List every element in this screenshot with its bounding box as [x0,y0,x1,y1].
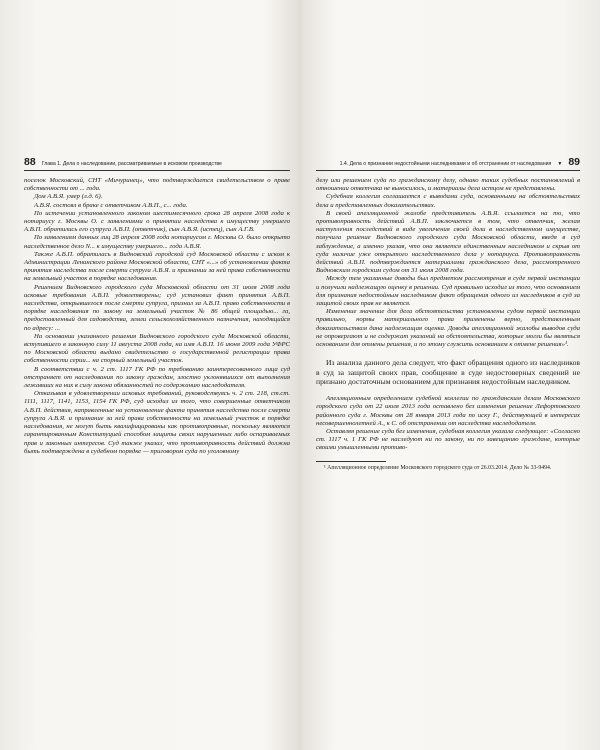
quoted-paragraph: делу или решением суда по гражданскому делу, однако таких судебных постановлений в отношении ответчика не выносилось, и материалы дела истцом не представлены. [316,177,580,193]
quoted-paragraph: Судебная коллегия соглашается с выводами суда, основанными на обстоятельствах дела и представленных доказательствах. [316,193,580,209]
page-number: 88 [24,156,36,168]
quoted-paragraph: Изменение значение для дела обстоятельства установлены судом первой инстанции правильно, нормы материального права применены верно, представленным доказательствам дана надлежащая оценка. Доводы апелляционной жалобы выводов суда не опровергают и не содержат указаний на обстоятельства, которые могли бы являться основанием для отмены решения, и по этому служить основанием к отмене решения»¹. [316,308,580,349]
quoted-paragraph: В своей апелляционной жалобе представитель А.В.Я. ссылается на то, что противоправность действий А.В.П. заключается в том, что ответчик, желая наступления последствий в виде увеличения своей доли в наследственном имуществе, получила решение Видновского городского суда Московской области, введя в суд заблуждение, а именно указав, что она является единственным наследником и скрыв от суда наличие уже открытого наследственного дела у нотариуса. Противоправность действий А.В.П. подтверждается материалами гражданского дела, рассмотренного Видновским городским судом от 31 июля 2008 года. [316,209,580,275]
page-number: 89 [568,156,580,168]
body-paragraph: Из анализа данного дела следует, что факт обращения одного из наследников в суд за защитой своих прав, сообщение в суде недостоверных сведений не признано достаточным основанием для признания недостойным наследником. [316,358,580,386]
quoted-paragraph: Решением Видновского городского суда Московской области от 31 июля 2008 года исковые требования А.В.П. удовлетворены; суд установил факт принятия А.В.П. наследства, открывшегося после смерти супруга, признал за А.В.П. право собственности в порядке наследования по закону на земельный участок № 86 общей площадью... га, предоставленный для садоводства, земли сельскохозяйственного назначения, находящийся по адресу: ... [24,283,290,332]
quoted-paragraph: По истечении установленного законом шестимесячного срока 28 апреля 2008 года к нотариусу г. Москвы О. с заявлениями о принятии наследства к имуществу умершего А.В.П. обратились его супруга А.В.П. (ответчик), сын А.В.Я. (истец), сын А.Г.В. [24,209,290,234]
quoted-paragraph: Также А.В.П. обратилась в Видновский городской суд Московской области с иском к Администрации Ленинского района Московской области, СНТ «...» об установлении факта принятия наследства после смерти супруга А.В.Я. и признании за ней права собственности на земельный участок в порядке наследования. [24,250,290,283]
quoted-paragraph: Оставляя решение суда без изменения, судебная коллегия указала следующее: «Согласно ст. 1117 ч. 1 ГК РФ не наследуют ни по закону, ни по завещанию граждане, которые своими умышленными противо- [316,427,580,452]
running-header-left [24,156,290,171]
quoted-paragraph: Отказывая в удовлетворении исковых требований, руководствуясь ч. 2 ст. 218, ст.ст. 1111, 1117, 1141, 1153, 1154 ГК РФ, суд исходил из того, что совершенные ответчиком А.В.П. действия, направленные на установление факта принятия наследства после смерти супруга А.В.Я. и признание за ней права собственности на земельный участок в порядке наследования, не могут быть квалифицированы как противоправные, поскольку являются гарантированным Конституцией способом защиты своих нарушенных либо оспариваемых прав и законных интересов. Суд также указал, что противоправность действий должна быть подтверждена в судебном порядке — приговором суда по уголовному [24,390,290,455]
quoted-paragraph: Апелляционным определением судебной коллегии по гражданским делам Московского городского суда от 22 июля 2013 года оставлено без изменения решение Лефортовского районного суда г. Москвы от 28 января 2013 года по иску Г., действующей в интересах несовершеннолетней А., к С. об отстранении от наследства наследодателя. [316,395,580,427]
quoted-paragraph: В соответствии с ч. 2 ст. 1117 ГК РФ по требованию заинтересованного лица суд отстраняет от наследования по закону граждан, злостно уклонявшихся от выполнения лежавших на них в силу закона обязанностей по содержанию наследодателя. [24,365,290,390]
quoted-paragraph: поселок Московский, СНТ «Мичуринец», что подтверждается свидетельством о праве собственности от ... года. [24,177,290,193]
footnote-rule [316,461,386,462]
left-page-text [24,177,290,456]
running-head-text: 1.4. Дела о признании недостойными наследниками и об отстранении от наследования [339,161,552,167]
right-page-text [316,177,580,453]
quoted-paragraph: А.В.Я. состоял в браке с ответчиком А.В.П., с... года. [34,201,188,209]
quoted-paragraph: Дом А.В.Я. умер (л.д. 6). [34,193,103,201]
quoted-paragraph: Между тем указанные доводы был предметом рассмотрения в суде первой инстанции и получили надлежащую оценку в решении. Суд правильно исходил из того, что основанием для признания недостойным наследником факт обращения одного из наследников в суд за защитой своих прав не является. [316,275,580,308]
footnote: ¹ Апелляционное определение Московского городского суда от 26.03.2014. Дело № 33-9494. [324,464,552,471]
running-header-right [316,156,580,171]
quoted-paragraph: На основании указанного решения Видновского городского суда Московской области, вступившего в законную силу 11 августа 2008 года, на имя А.В.П. 16 июня 2009 года УФРС по Московской области выдано свидетельство о государственной регистрации права собственности серии... на спорный земельный участок. [24,332,290,365]
right-page [300,0,600,750]
triangle-marker-icon: ▼ [557,161,563,167]
quoted-paragraph: По заявлениям данных лиц 28 апреля 2008 года нотариусом г. Москвы О. было открыто наследственное дело N... к имуществу умершего... года А.В.Я. [24,234,290,250]
running-head-text: Глава 1. Дела о наследовании, рассматриваемые в исковом производстве [41,161,222,167]
